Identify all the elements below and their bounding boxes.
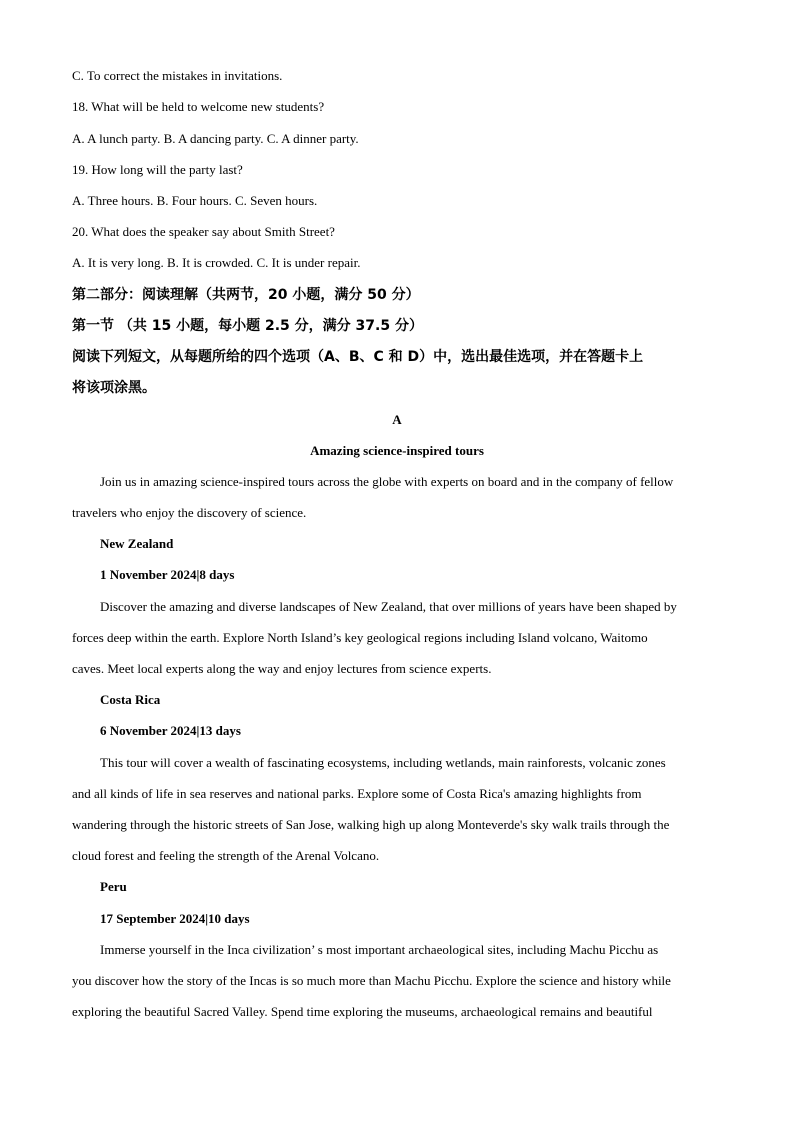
nz-line-1: Discover the amazing and diverse landscapes of New Zealand, that over millions of years have been shaped by <box>100 599 677 614</box>
tour-date-costa-rica: 6 November 2024|13 days <box>100 723 241 738</box>
instructions-line-1: 阅读下列短文，从每题所给的四个选项（A、B、C 和 D）中，选出最佳选项，并在答题卡上 <box>72 349 644 365</box>
peru-line-3: exploring the beautiful Sacred Valley. Spend time exploring the museums, archaeological remains and beautiful <box>72 1004 653 1019</box>
q17-option-c: C. To correct the mistakes in invitations. <box>72 68 283 83</box>
peru-line-2: you discover how the story of the Incas is so much more than Machu Picchu. Explore the science and history while <box>72 973 671 988</box>
section1-heading: 第一节 （共 15 小题，每小题 2.5 分，满分 37.5 分） <box>72 318 423 334</box>
tour-name-costa-rica: Costa Rica <box>100 692 161 707</box>
q20-question: 20. What does the speaker say about Smith Street? <box>72 224 335 239</box>
nz-line-3: caves. Meet local experts along the way and enjoy lectures from science experts. <box>72 661 492 676</box>
instructions-line-2: 将该项涂黑。 <box>72 380 156 396</box>
q19-question: 19. How long will the party last? <box>72 162 243 177</box>
peru-line-1: Immerse yourself in the Inca civilization’ s most important archaeological sites, including Machu Picchu as <box>100 942 659 957</box>
part2-heading: 第二部分：阅读理解（共两节，20 小题，满分 50 分） <box>72 287 420 303</box>
cr-line-4: cloud forest and feeling the strength of the Arenal Volcano. <box>72 848 380 863</box>
cr-line-3: wandering through the historic streets of San Jose, walking high up along Monteverde's sky walk trails through the <box>72 817 670 832</box>
nz-line-2: forces deep within the earth. Explore North Island’s key geological regions including Island volcano, Waitomo <box>72 630 648 645</box>
passage-title: Amazing science-inspired tours <box>310 443 484 458</box>
tour-name-peru: Peru <box>100 879 127 894</box>
intro-line-2: travelers who enjoy the discovery of science. <box>72 505 307 520</box>
passage-letter: A <box>392 412 402 427</box>
q19-options: A. Three hours. B. Four hours. C. Seven hours. <box>72 193 318 208</box>
q18-question: 18. What will be held to welcome new students? <box>72 99 325 114</box>
tour-date-new-zealand: 1 November 2024|8 days <box>100 567 235 582</box>
cr-line-1: This tour will cover a wealth of fascinating ecosystems, including wetlands, main rainforests, volcanic zones <box>100 755 666 770</box>
q18-options: A. A lunch party. B. A dancing party. C. A dinner party. <box>72 131 359 146</box>
tour-date-peru: 17 September 2024|10 days <box>100 911 250 926</box>
q20-options: A. It is very long. B. It is crowded. C. It is under repair. <box>72 255 361 270</box>
tour-name-new-zealand: New Zealand <box>100 536 174 551</box>
cr-line-2: and all kinds of life in sea reserves and national parks. Explore some of Costa Rica's amazing highlights from <box>72 786 642 801</box>
intro-line-1: Join us in amazing science-inspired tours across the globe with experts on board and in the company of fellow <box>100 474 674 489</box>
